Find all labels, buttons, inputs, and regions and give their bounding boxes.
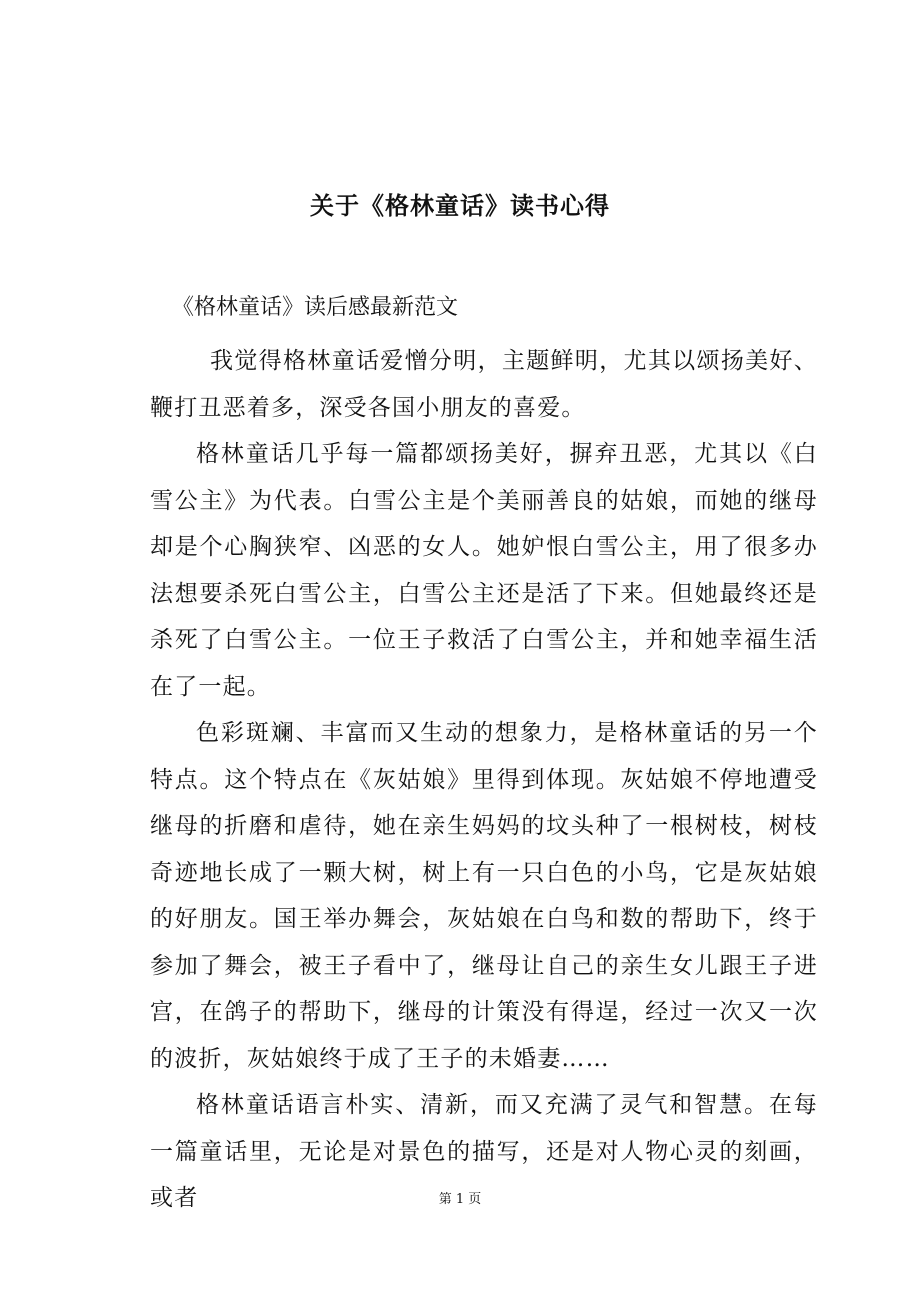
page-number: 第 1 页 [438,1192,482,1207]
document-title: 关于《格林童话》读书心得 [310,191,610,220]
document-body [150,338,818,1222]
document-subtitle: 《格林童话》读后感最新范文 [172,295,459,320]
paragraph-snow-white: 格林童话几乎每一篇都颂扬美好，摒弃丑恶，尤其以《白雪公主》为代表。白雪公主是个美丽善良的姑娘，而她的继母却是个心胸狭窄、凶恶的女人。她妒恨白雪公主，用了很多办法想要杀死白雪公主，白雪公主还是活了下来。但她最终还是杀死了白雪公主。一位王子救活了白雪公主，并和她幸福生活在了一起。 [150,441,818,700]
paragraph-intro: 我觉得格林童话爱憎分明，主题鲜明，尤其以颂扬美好、鞭打丑恶着多，深受各国小朋友的喜爱。 [150,348,818,421]
paragraph-cinderella: 色彩斑斓、丰富而又生动的想象力，是格林童话的另一个特点。这个特点在《灰姑娘》里得到体现。灰姑娘不停地遭受继母的折磨和虐待，她在亲生妈妈的坟头种了一根树枝，树枝奇迹地长成了一颗大树，树上有一只白色的小鸟，它是灰姑娘的好朋友。国王举办舞会，灰姑娘在白鸟和数的帮助下，终于参加了舞会，被王子看中了，继母让自己的亲生女儿跟王子进宫，在鸽子的帮助下，继母的计策没有得逞，经过一次又一次的波折，灰姑娘终于成了王子的未婚妻…… [150,720,818,1072]
paragraph-language: 格林童话语言朴实、清新，而又充满了灵气和智慧。在每一篇童话里，无论是对景色的描写，还是对人物心灵的刻画，或者 [150,1092,818,1211]
